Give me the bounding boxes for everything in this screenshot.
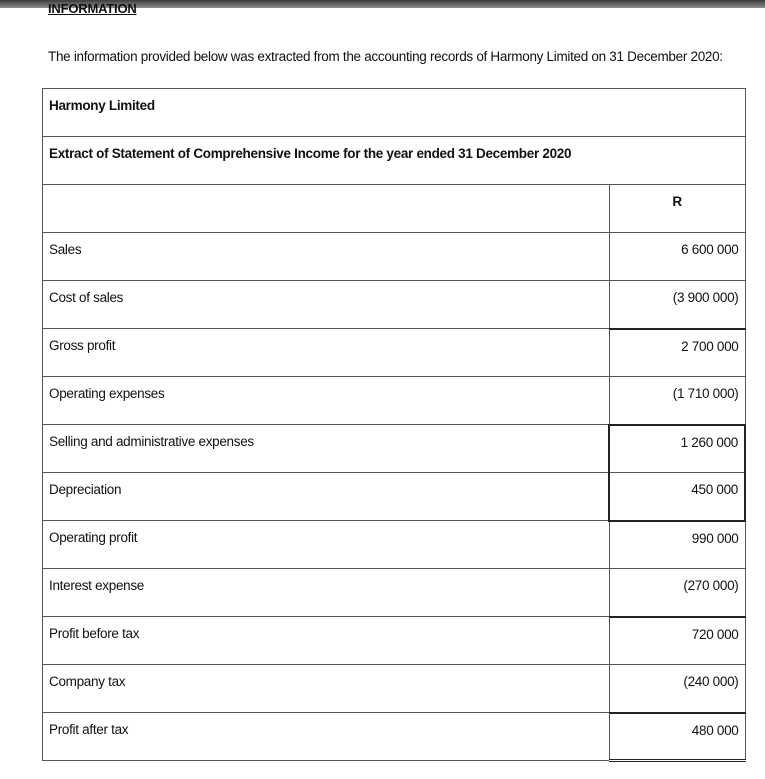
row-label: Company tax	[43, 665, 610, 713]
row-label: Sales	[43, 233, 610, 281]
company-name-row	[43, 89, 746, 137]
table-row	[43, 569, 746, 617]
row-label: Profit after tax	[43, 713, 610, 761]
table-row	[43, 521, 746, 569]
table-row	[43, 233, 746, 281]
row-label: Selling and administrative expenses	[43, 425, 610, 473]
table-row	[43, 473, 746, 521]
row-amount: (3 900 000)	[609, 281, 745, 329]
row-label: Operating expenses	[43, 377, 610, 425]
table-row	[43, 329, 746, 377]
row-label: Operating profit	[43, 521, 610, 569]
company-name: Harmony Limited	[43, 89, 746, 137]
table-row	[43, 713, 746, 761]
row-label: Gross profit	[43, 329, 610, 377]
row-amount: 2 700 000	[609, 329, 745, 377]
row-amount: 6 600 000	[609, 233, 745, 281]
table-row	[43, 281, 746, 329]
intro-text: The information provided below was extracted from the accounting records of Harmony Limited on 31 December 2020:	[48, 49, 723, 64]
section-heading: INFORMATION	[48, 1, 137, 16]
row-amount: (240 000)	[609, 665, 745, 713]
item-column-header	[43, 185, 610, 233]
column-header-row	[43, 185, 746, 233]
table-row	[43, 665, 746, 713]
row-amount: 450 000	[609, 473, 745, 521]
row-amount: 480 000	[609, 713, 745, 761]
row-amount: 1 260 000	[609, 425, 745, 473]
row-label: Cost of sales	[43, 281, 610, 329]
currency-header: R	[609, 185, 745, 233]
row-label: Profit before tax	[43, 617, 610, 665]
table-row	[43, 425, 746, 473]
row-label: Interest expense	[43, 569, 610, 617]
row-amount: (270 000)	[609, 569, 745, 617]
table-row	[43, 617, 746, 665]
row-label: Depreciation	[43, 473, 610, 521]
row-amount: (1 710 000)	[609, 377, 745, 425]
row-amount: 990 000	[609, 521, 745, 569]
statement-title-row	[43, 137, 746, 185]
row-amount: 720 000	[609, 617, 745, 665]
income-statement-table	[42, 88, 746, 762]
statement-title: Extract of Statement of Comprehensive Income for the year ended 31 December 2020	[43, 137, 746, 185]
table-row	[43, 377, 746, 425]
